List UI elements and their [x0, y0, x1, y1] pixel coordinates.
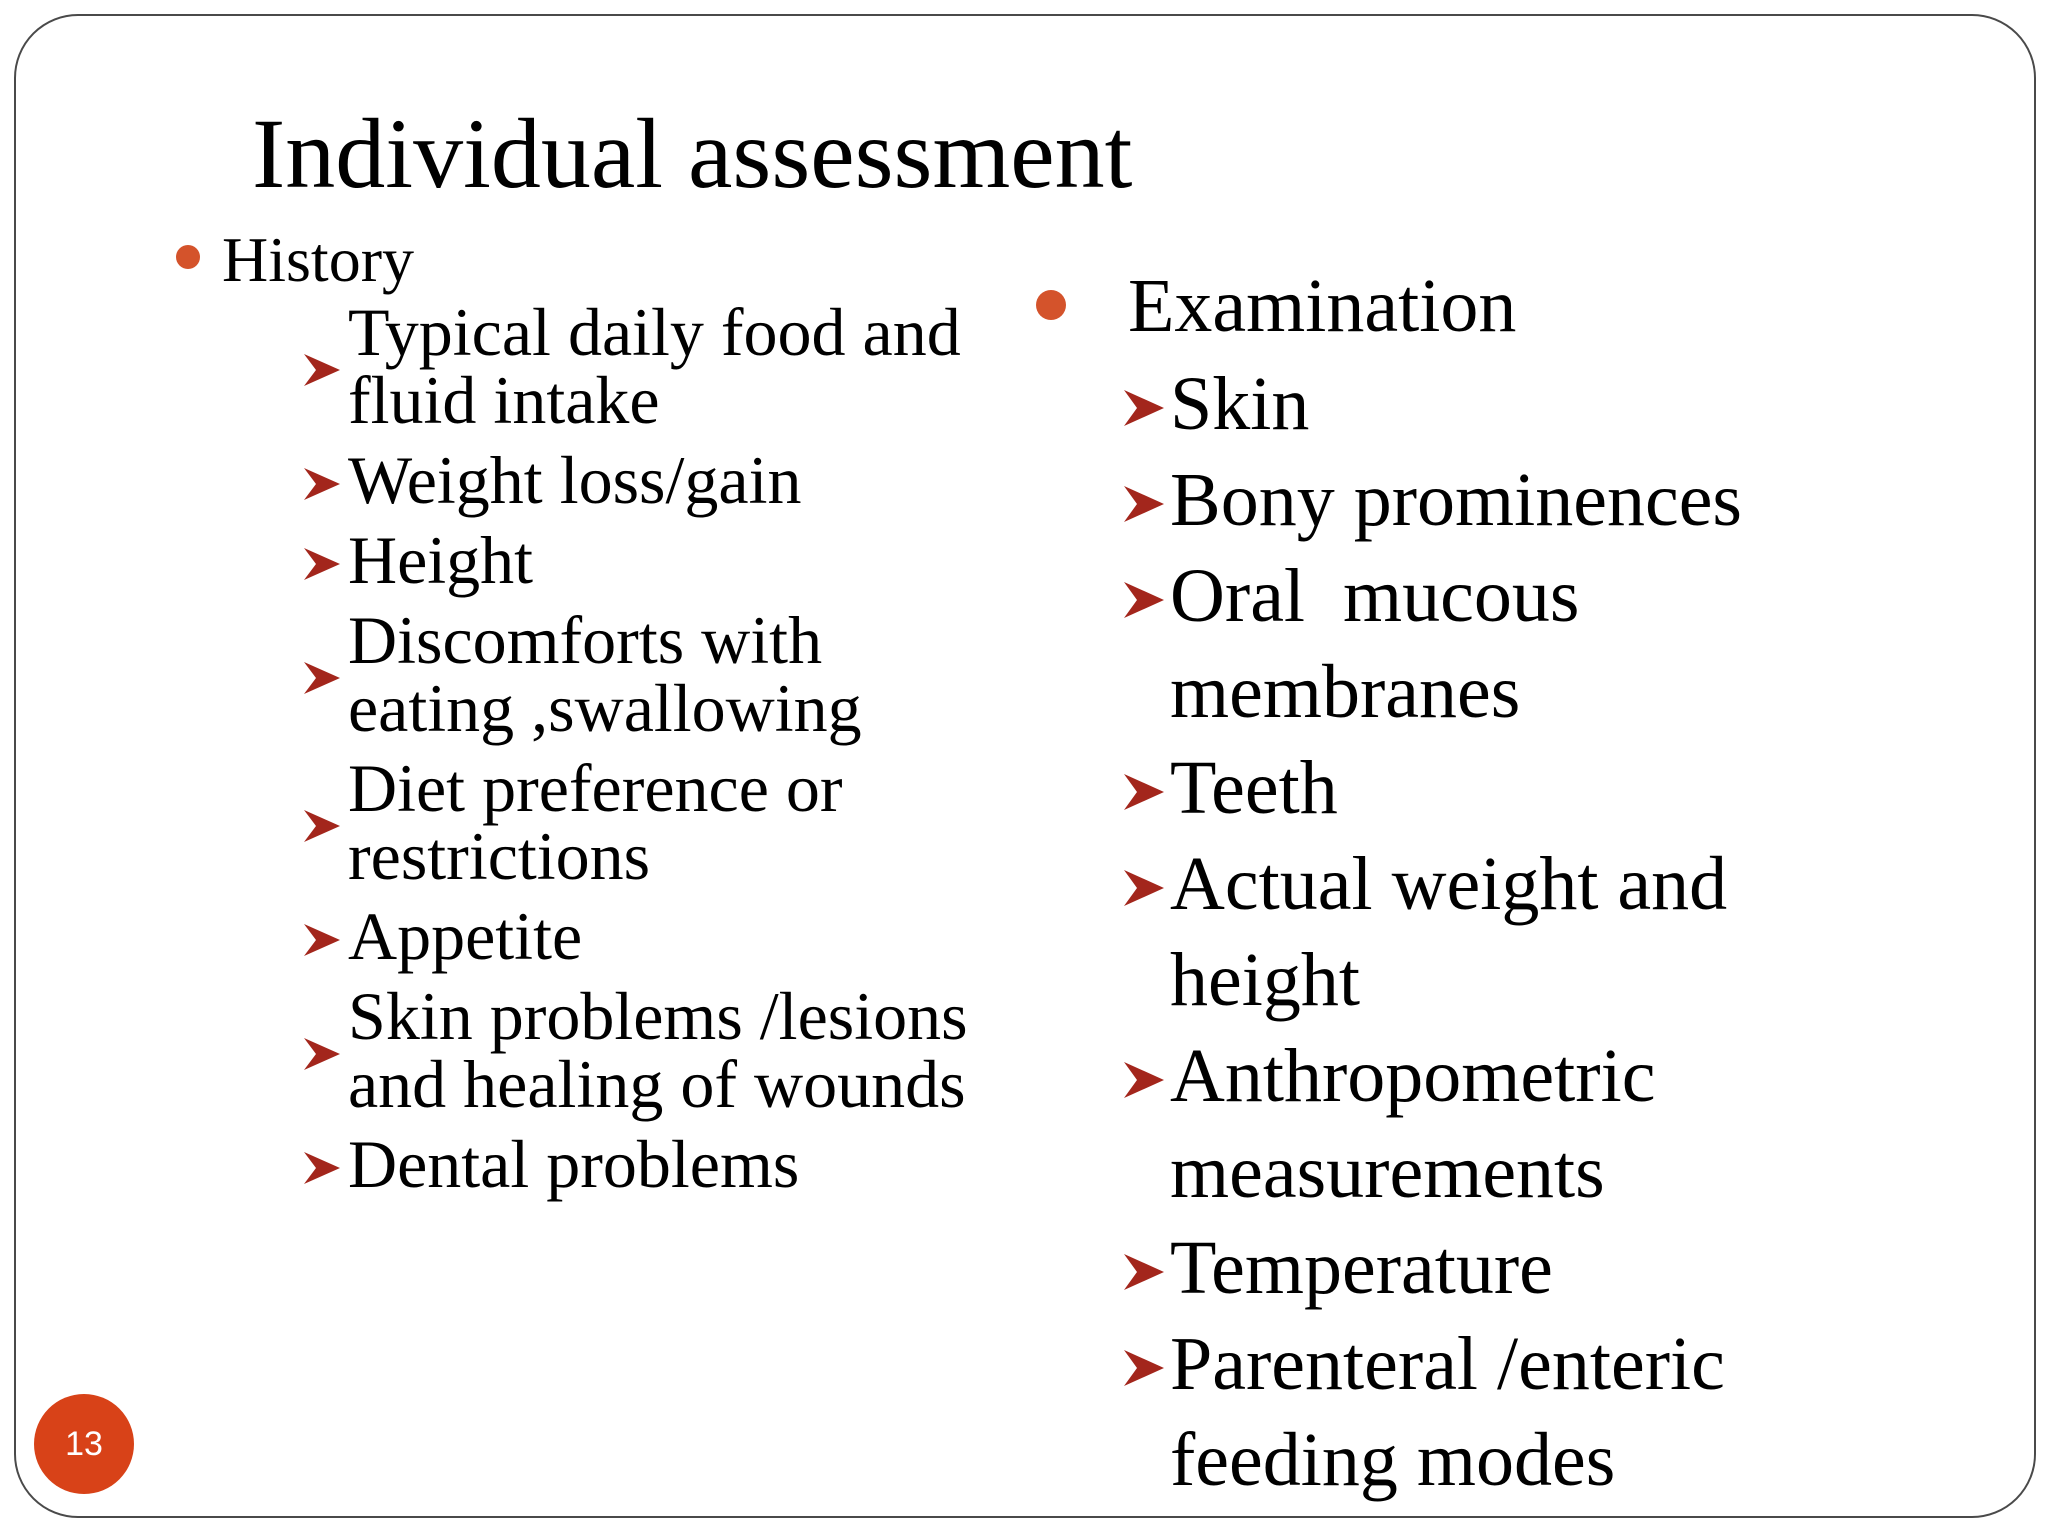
arrowhead-bullet-icon: [1122, 484, 1166, 524]
arrowhead-bullet-icon: [1122, 868, 1166, 908]
list-item: Bony prominences: [1122, 452, 1742, 548]
history-heading: History: [222, 224, 414, 295]
arrowhead-bullet-icon: [302, 546, 342, 582]
arrowhead-bullet-icon: [1122, 388, 1166, 428]
circle-bullet-icon: [1036, 290, 1066, 320]
arrowhead-bullet-icon: [1122, 1060, 1166, 1100]
examination-heading: Examination: [1128, 264, 1517, 348]
list-item: Discomforts with eating ,swallowing: [302, 606, 968, 742]
list-item: Diet preference or restrictions: [302, 754, 968, 890]
list-item: Skin problems /lesions and healing of wounds: [302, 982, 968, 1118]
list-item: Anthropometric measurements: [1122, 1028, 1742, 1220]
examination-list: [1122, 356, 1742, 1508]
arrowhead-bullet-icon: [1122, 772, 1166, 812]
list-item: Weight loss/gain: [302, 446, 968, 514]
list-item: Oral mucous membranes: [1122, 548, 1742, 740]
page-number-badge: 13: [34, 1394, 134, 1494]
arrowhead-bullet-icon: [302, 466, 342, 502]
arrowhead-bullet-icon: [302, 922, 342, 958]
arrowhead-bullet-icon: [302, 660, 342, 696]
list-item: Typical daily food and fluid intake: [302, 298, 968, 434]
list-item: Dental problems: [302, 1130, 968, 1198]
list-item: Appetite: [302, 902, 968, 970]
arrowhead-bullet-icon: [302, 1036, 342, 1072]
list-item: Temperature: [1122, 1220, 1742, 1316]
slide-title: Individual assessment: [252, 98, 1133, 209]
arrowhead-bullet-icon: [1122, 580, 1166, 620]
circle-bullet-icon: [176, 245, 200, 269]
arrowhead-bullet-icon: [302, 808, 342, 844]
list-item: Actual weight and height: [1122, 836, 1742, 1028]
history-list: [302, 294, 968, 1202]
arrowhead-bullet-icon: [302, 1150, 342, 1186]
arrowhead-bullet-icon: [1122, 1252, 1166, 1292]
list-item: Height: [302, 526, 968, 594]
arrowhead-bullet-icon: [1122, 1348, 1166, 1388]
arrowhead-bullet-icon: [302, 352, 342, 388]
slide: [14, 14, 2036, 1518]
list-item: Teeth: [1122, 740, 1742, 836]
list-item: Skin: [1122, 356, 1742, 452]
list-item: Parenteral /enteric feeding modes: [1122, 1316, 1742, 1508]
